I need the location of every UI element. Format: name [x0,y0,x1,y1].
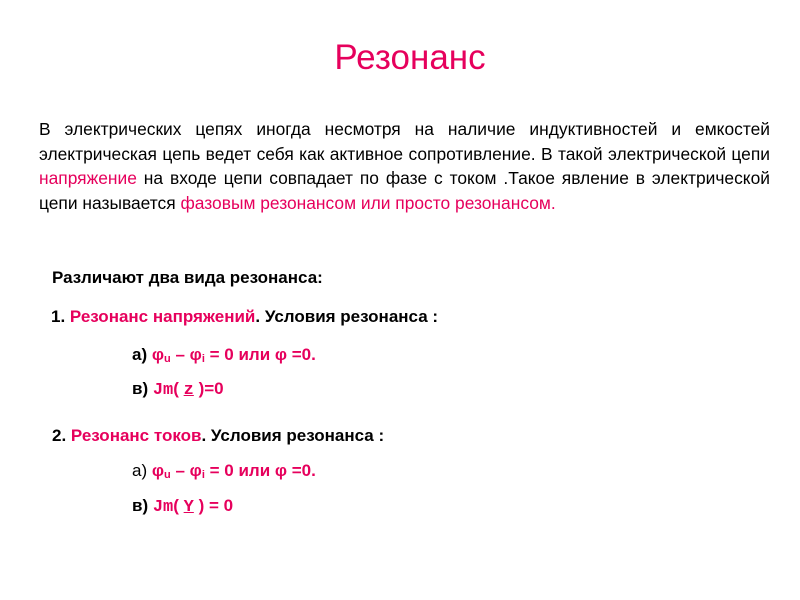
open-paren: ( [173,379,184,398]
voltage-a-label: а) [132,345,152,364]
voltage-condition-b [132,379,224,400]
current-name: Резонанс токов [70,426,202,445]
intro-paragraph [39,117,770,215]
impedance-z: z [183,381,194,400]
para-text-1: В электрических цепях иногда несмотря на наличие индуктивностей и емкостей электрическая цепь ведет себя как активное сопротивление. В такой электрической цепи [39,119,770,164]
current-b-label: в) [132,496,153,515]
para-highlight-resonance: фазовым резонансом или просто резонансом. [180,192,556,213]
current-a-rest: = 0 или φ =0. [204,461,316,480]
current-cond: . Условия резонанса : [201,426,385,445]
admittance-y: Y [183,498,194,517]
current-resonance-heading [52,426,384,446]
sub-i: i [201,353,205,365]
voltage-name: Резонанс напряжений [69,307,256,326]
current-condition-b [132,496,233,517]
para-text-2: на входе цепи совпадает по фазе с током .Такое явление в электрической цепи называется [39,168,770,213]
phi-i: φ [189,345,202,364]
current-num: 2. [52,426,71,445]
phi-i: φ [189,461,202,480]
current-condition-a [132,461,316,481]
kinds-heading: Различают два вида резонанса: [52,268,323,287]
voltage-a-rest: = 0 или φ =0. [204,345,316,364]
para-highlight-voltage: напряжение [39,168,137,188]
current-a-label: а) [132,461,152,480]
phi-u: φ [151,461,165,480]
phi-u: φ [151,345,165,364]
voltage-condition-a [132,345,316,365]
voltage-b-close: )=0 [193,379,224,398]
voltage-b-label: в) [132,379,153,398]
current-b-close: ) = 0 [193,496,234,515]
voltage-cond: . Условия резонанса : [255,307,439,326]
voltage-num: 1. [51,307,70,326]
jm-symbol: Jm [152,381,174,400]
jm-symbol: Jm [152,498,174,517]
sub-u: u [164,353,171,365]
minus: – [170,461,190,480]
sub-u: u [164,469,171,481]
minus: – [170,345,190,364]
open-paren: ( [173,496,184,515]
voltage-resonance-heading [51,307,438,327]
page-title: Резонанс [334,38,486,77]
sub-i: i [201,469,205,481]
